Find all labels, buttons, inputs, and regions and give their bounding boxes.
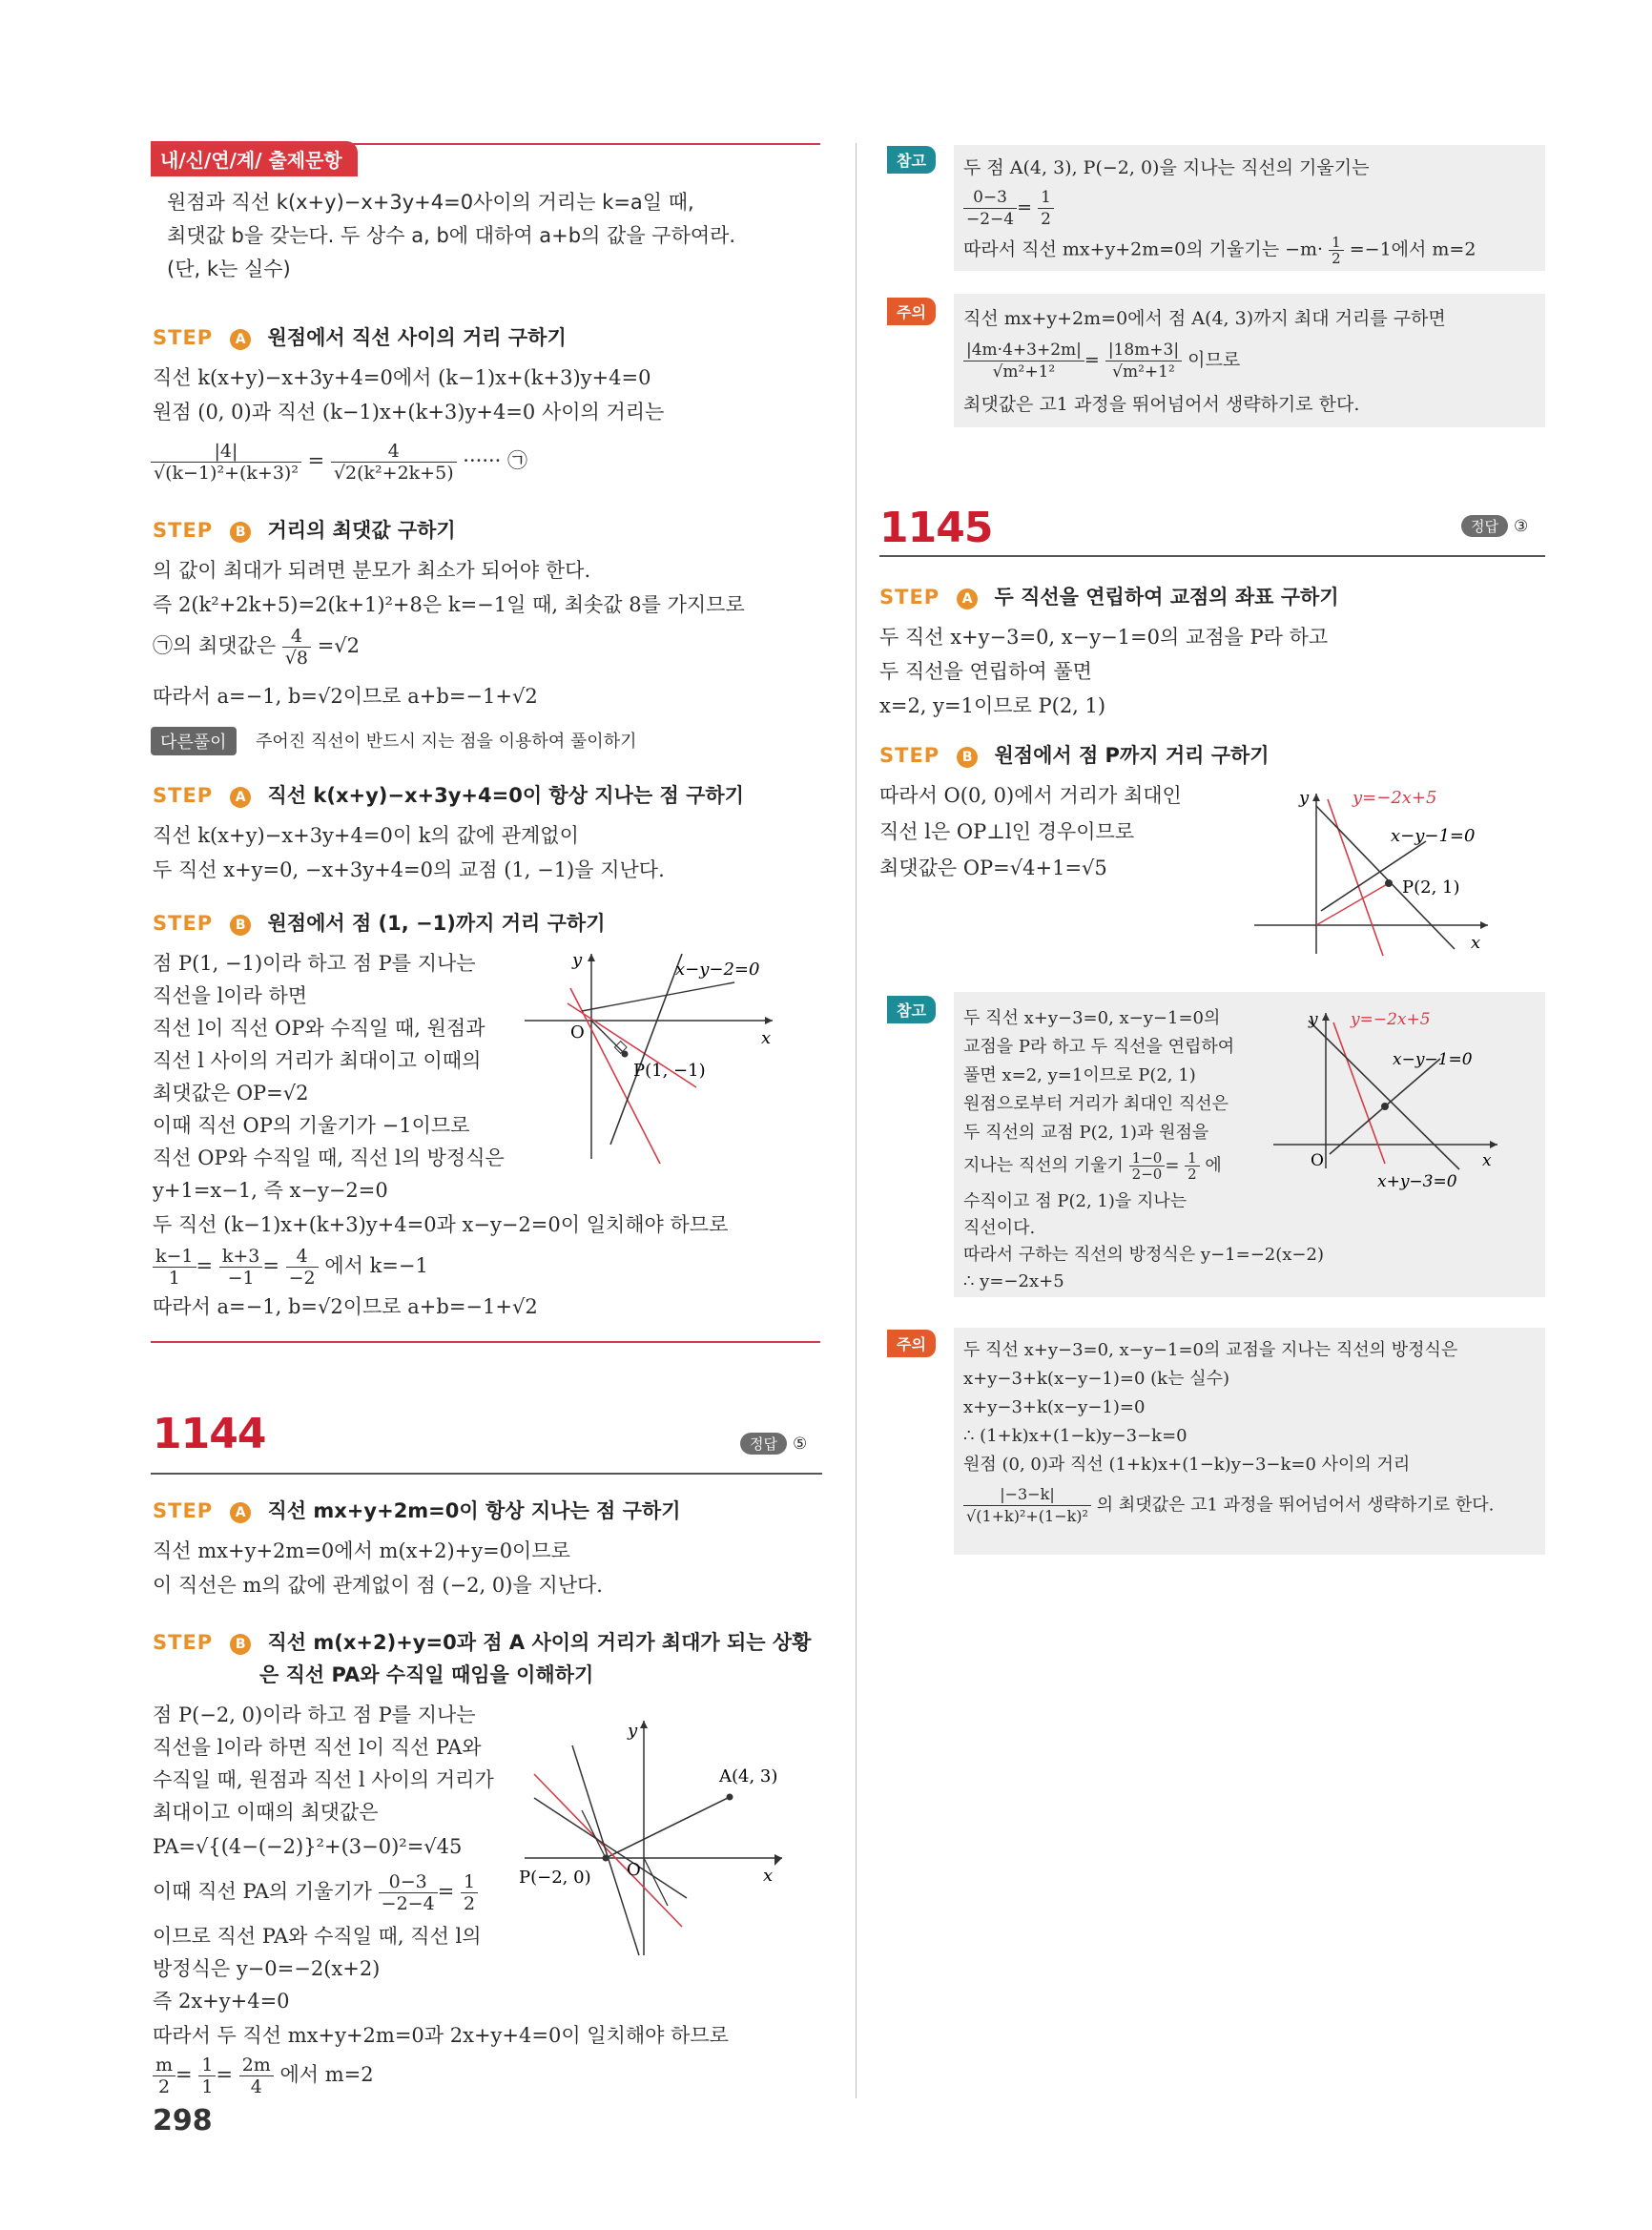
step-b-line-2: 즉 2(k²+2k+5)=2(k+1)²+8은 k=−1일 때, 최솟값 8를 가지므로 — [153, 593, 745, 616]
note2-line-4: 원점으로부터 거리가 최대인 직선은 — [963, 1094, 1229, 1114]
caution2-line-2: x+y−3+k(x−y−1)=0 (k는 실수) — [963, 1369, 1230, 1389]
point-a — [727, 1794, 733, 1801]
alt-step-b-line-4: 직선 l 사이의 거리가 최대이고 이때의 — [153, 1049, 482, 1072]
note2-line-2: 교점을 P라 하고 두 직선을 연립하여 — [963, 1037, 1235, 1057]
line-x-y-2 — [610, 954, 682, 1145]
p1144-equation: $\frac{m}{2}$ = $\frac{1}{1}$ = $\frac{2m}{4}$ 에서 m=2 — [153, 2054, 374, 2097]
step-a-line-2: 원점 (0, 0)과 직선 (k−1)x+(k+3)y+4=0 사이의 거리는 — [153, 401, 665, 423]
x-label: x — [1482, 1151, 1492, 1170]
p1144-step-a-line-2: 이 직선은 m의 값에 관계없이 점 (−2, 0)을 지난다. — [153, 1574, 603, 1597]
y-arrow — [588, 954, 595, 961]
line-l — [582, 982, 734, 1011]
x-label: x — [1471, 933, 1481, 953]
p1144-step-b-line-8: 즉 2x+y+4=0 — [153, 1990, 290, 2013]
caution2-line-5: 원점 (0, 0)과 직선 (1+k)x+(1−k)y−3−k=0 사이의 거리 — [963, 1455, 1411, 1475]
segment-pa — [606, 1797, 730, 1858]
line1-label: x−y−1=0 — [1393, 1050, 1473, 1069]
alt-step-b-heading: STEP B 원점에서 점 (1, −1)까지 거리 구하기 — [153, 912, 606, 935]
y-label: y — [628, 1721, 638, 1741]
graph-1145 — [1249, 782, 1536, 963]
note-tag-2: 참고 — [887, 996, 936, 1023]
p-label: P(−2, 0) — [519, 1868, 591, 1888]
caution-tag-1: 주의 — [887, 298, 936, 325]
p1144-step-b-heading-2: 은 직선 PA와 수직일 때임을 이해하기 — [259, 1663, 594, 1686]
problem-number-1145: 1145 — [879, 504, 993, 552]
point-label: P(2, 1) — [1402, 878, 1460, 898]
p1144-step-b-line-6: 이므로 직선 PA와 수직일 때, 직선 l의 — [153, 1925, 482, 1948]
graph-note-2 — [1269, 1001, 1540, 1192]
red-line — [1333, 1022, 1385, 1164]
alt-step-b-line-5: 최댓값은 OP=√2 — [153, 1082, 309, 1105]
note2-line-5: 두 직선의 교점 P(2, 1)과 원점을 — [963, 1123, 1209, 1143]
line-x-y-1 — [1321, 841, 1426, 911]
p1144-slope: 이때 직선 PA의 기울기가 $\frac{0-3}{-2-4}$ = $\frac{1}{2}$ — [153, 1871, 478, 1914]
note1-eq: $\frac{0-3}{-2-4}$ = $\frac{1}{2}$ — [963, 187, 1054, 230]
caution1-line-1: 직선 mx+y+2m=0에서 점 A(4, 3)까지 최대 거리를 구하면 — [963, 308, 1446, 329]
answer-1144: 정답 ⑤ — [740, 1433, 807, 1455]
caution2-line-4: ∴ (1+k)x+(1−k)y−3−k=0 — [963, 1426, 1187, 1446]
p1145-step-a-line-1: 두 직선 x+y−3=0, x−y−1=0의 교점을 P라 하고 — [879, 626, 1329, 649]
note2-line-7: 직선이다. — [963, 1218, 1036, 1238]
alt-step-b-line-3: 직선 l이 직선 OP와 수직일 때, 원점과 — [153, 1017, 485, 1040]
a-label: A(4, 3) — [719, 1766, 778, 1786]
alt-final: 따라서 a=−1, b=√2이므로 a+b=−1+√2 — [153, 1295, 538, 1318]
line-x-y-3 — [1309, 1021, 1459, 1169]
p1144-step-b-line-1: 점 P(−2, 0)이라 하고 점 P를 지나는 — [153, 1703, 476, 1726]
step-b-heading: STEP B 거리의 최댓값 구하기 — [153, 519, 456, 542]
note2-line-3: 풀면 x=2, y=1이므로 P(2, 1) — [963, 1065, 1196, 1085]
y-label: y — [1309, 1010, 1318, 1029]
problem-line-1: 원점과 직선 k(x+y)−x+3y+4=0사이의 거리는 k=a일 때, — [167, 191, 694, 214]
column-divider — [856, 143, 857, 2098]
p1144-step-b-line-2: 직선을 l이라 하면 직선 l이 직선 PA와 — [153, 1736, 482, 1759]
alt-step-a-line-2: 두 직선 x+y=0, −x+3y+4=0의 교점 (1, −1)을 지난다. — [153, 858, 665, 881]
note2-line-1: 두 직선 x+y−3=0, x−y−1=0의 — [963, 1008, 1221, 1028]
step-b-final: 따라서 a=−1, b=√2이므로 a+b=−1+√2 — [153, 685, 538, 708]
p1144-step-b-line-4: 최대이고 이때의 최댓값은 — [153, 1801, 379, 1824]
graph-1144 — [515, 1707, 801, 1965]
step-a-heading: STEP A 원점에서 직선 사이의 거리 구하기 — [153, 326, 567, 349]
exam-link-tag: 내/신/연/계/ 출제문항 — [151, 141, 358, 176]
red-line — [534, 1774, 682, 1927]
point-p — [622, 1051, 629, 1058]
origin-label: O — [627, 1860, 641, 1880]
alt-step-b-line-1: 점 P(1, −1)이라 하고 점 P를 지나는 — [153, 952, 476, 975]
point-p — [1381, 1103, 1389, 1110]
point-label: P(1, −1) — [633, 1061, 706, 1081]
note2-line-8: 따라서 구하는 직선의 방정식은 y−1=−2(x−2) — [963, 1245, 1324, 1265]
note1-line-1: 두 점 A(4, 3), P(−2, 0)을 지나는 직선의 기울기는 — [963, 157, 1370, 178]
p1145-step-b-line-3: 최댓값은 OP=√4+1=√5 — [879, 857, 1107, 879]
step-b-line-1: 의 값이 최대가 되려면 분모가 최소가 되어야 한다. — [153, 559, 591, 582]
rule-1144 — [151, 1473, 822, 1475]
alt-step-a-line-1: 직선 k(x+y)−x+3y+4=0이 k의 값에 관계없이 — [153, 824, 579, 847]
alt-equation: $\frac{k-1}{1}$ = $\frac{k+3}{-1}$ = $\frac{4}{-2}$ 에서 k=−1 — [153, 1246, 428, 1289]
x-arrow — [1480, 921, 1488, 929]
x-arrow — [765, 1017, 773, 1024]
p1145-step-b-line-1: 따라서 O(0, 0)에서 거리가 최대인 — [879, 784, 1182, 807]
section-end-red-rule — [151, 1341, 820, 1343]
line2-label: x+y−3=0 — [1377, 1172, 1457, 1191]
point-p — [603, 1855, 609, 1862]
p1145-step-b-heading: STEP B 원점에서 점 P까지 거리 구하기 — [879, 744, 1270, 767]
p1145-step-b-line-2: 직선 l은 OP⊥l인 경우이므로 — [879, 820, 1135, 843]
y-label: y — [1299, 788, 1310, 808]
p1144-step-b-line-3: 수직일 때, 원점과 직선 l 사이의 거리가 — [153, 1768, 494, 1791]
alt-solution-text: 주어진 직선이 반드시 지는 점을 이용하여 풀이하기 — [256, 732, 637, 752]
red-line-label: y=−2x+5 — [1353, 788, 1437, 808]
x-label: x — [763, 1866, 774, 1886]
red-line — [1328, 799, 1383, 956]
page-number: 298 — [153, 2104, 213, 2137]
step-a-line-1: 직선 k(x+y)−x+3y+4=0에서 (k−1)x+(k+3)y+4=0 — [153, 366, 651, 389]
p1144-wide: 따라서 두 직선 mx+y+2m=0과 2x+y+4=0이 일치해야 하므로 — [153, 2024, 729, 2047]
p1144-step-b-line-5: PA=√{(4−(−2)}²+(3−0)²=√45 — [153, 1835, 463, 1858]
step-b-equation: ㉠의 최댓값은 $\frac{4}{√8}$ =√2 — [153, 626, 361, 669]
perp-line — [582, 1810, 606, 1858]
alt-step-b-line-2: 직선을 l이라 하면 — [153, 984, 308, 1007]
alt-step-b-line-6: 이때 직선 OP의 기울기가 −1이므로 — [153, 1114, 470, 1137]
caution2-eq: $\frac{|-3-k|}{\text{√(1+k)²+(1−k)²}}$ 의 최댓값은 고1 과정을 뛰어넘어서 생략하기로 한다. — [963, 1484, 1494, 1527]
note2-line-6: 수직이고 점 P(2, 1)을 지나는 — [963, 1191, 1187, 1211]
point-p — [1385, 879, 1393, 887]
caution2-line-3: x+y−3+k(x−y−1)=0 — [963, 1397, 1146, 1417]
rule-1145 — [879, 555, 1545, 557]
p1145-step-a-heading: STEP A 두 직선을 연립하여 교점의 좌표 구하기 — [879, 586, 1339, 609]
note-tag-1: 참고 — [887, 146, 936, 174]
origin-label: O — [570, 1022, 585, 1043]
caution1-eq: $\frac{|4m\cdot 4+3+2m|}{\text{√m²+1²}}$ = $\frac{|18m+3|}{\text{√m²+1²}}$ 이므로 — [963, 340, 1240, 382]
y-arrow — [1312, 794, 1320, 801]
line-label: x−y−1=0 — [1391, 826, 1476, 846]
graph-alt-solution — [515, 944, 801, 1173]
alt-step-b-line-8: y+1=x−1, 즉 x−y−2=0 — [153, 1179, 388, 1202]
y-arrow — [640, 1721, 648, 1728]
x-label: x — [761, 1028, 772, 1048]
problem-line-3: (단, k는 실수) — [167, 258, 291, 280]
caution2-line-1: 두 직선 x+y−3=0, x−y−1=0의 교점을 지나는 직선의 방정식은 — [963, 1340, 1458, 1360]
caution-tag-2: 주의 — [887, 1330, 936, 1357]
note2-slope: 지나는 직선의 기울기 $\frac{1-0}{2-0}$ = $\frac{1}{2}$ 에 — [963, 1149, 1222, 1183]
red-line-label: y=−2x+5 — [1351, 1010, 1431, 1029]
alt-solution-pill: 다른풀이 — [151, 727, 237, 755]
line-b — [572, 1745, 639, 1955]
p1144-step-b-line-7: 방정식은 y−0=−2(x+2) — [153, 1957, 381, 1980]
x-arrow — [1490, 1141, 1497, 1148]
alt-step-b-line-7: 직선 OP와 수직일 때, 직선 l의 방정식은 — [153, 1146, 505, 1169]
p1144-step-a-line-1: 직선 mx+y+2m=0에서 m(x+2)+y=0이므로 — [153, 1539, 570, 1562]
note2-line-9: ∴ y=−2x+5 — [963, 1271, 1064, 1291]
header-red-rule — [151, 143, 820, 145]
origin-label: O — [1311, 1151, 1324, 1170]
answer-1145: 정답 ③ — [1461, 515, 1528, 537]
p1145-step-a-line-3: x=2, y=1이므로 P(2, 1) — [879, 694, 1106, 717]
p1144-step-b-heading: STEP B 직선 m(x+2)+y=0과 점 A 사이의 거리가 최대가 되는 상황 — [153, 1631, 812, 1654]
y-arrow — [1322, 1013, 1330, 1021]
note1-line-3: 따라서 직선 mx+y+2m=0의 기울기는 −m· $\frac{1}{2}$ =−1에서 m=2 — [963, 234, 1476, 267]
line-label: x−y−2=0 — [675, 960, 760, 980]
caution1-line-3: 최댓값은 고1 과정을 뛰어넘어서 생략하기로 한다. — [963, 394, 1360, 415]
problem-number-1144: 1144 — [153, 1410, 266, 1458]
x-arrow — [774, 1854, 782, 1866]
y-label: y — [572, 950, 583, 970]
p1144-step-a-heading: STEP A 직선 mx+y+2m=0이 항상 지나는 점 구하기 — [153, 1499, 681, 1522]
problem-line-2: 최댓값 b을 갖는다. 두 상수 a, b에 대하여 a+b의 값을 구하여라. — [167, 224, 736, 247]
alt-step-b-wide: 두 직선 (k−1)x+(k+3)y+4=0과 x−y−2=0이 일치해야 하므로 — [153, 1213, 729, 1236]
p1145-step-a-line-2: 두 직선을 연립하여 풀면 — [879, 660, 1092, 683]
step-a-equation: $\frac{|4|}{\text{√(k−1)²+(k+3)²}}$ = $\frac{4}{\text{√2(k²+2k+5)}}$ ······ ㉠ — [151, 441, 527, 484]
alt-step-a-heading: STEP A 직선 k(x+y)−x+3y+4=0이 항상 지나는 점 구하기 — [153, 784, 744, 807]
